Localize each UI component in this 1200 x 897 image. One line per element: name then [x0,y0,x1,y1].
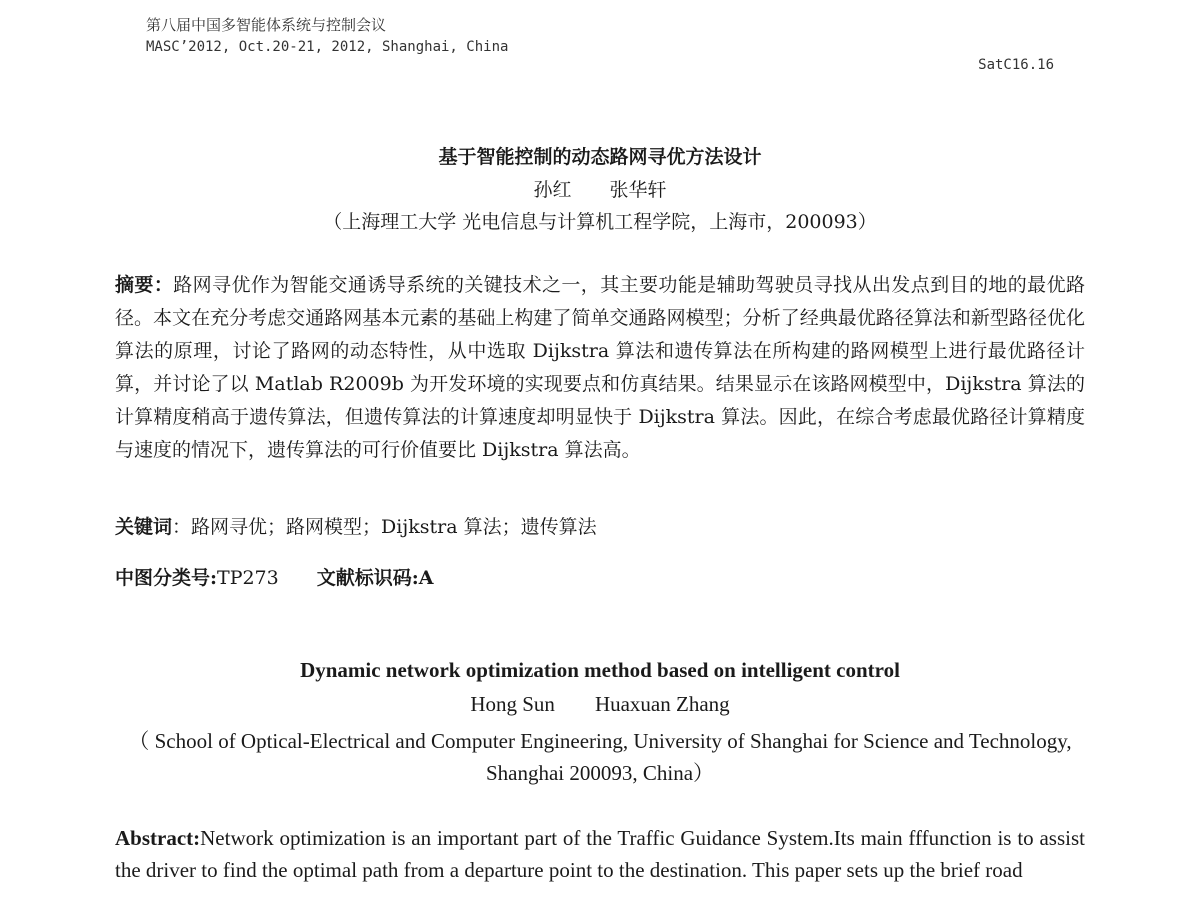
chinese-keywords [115,511,1085,544]
class-value: TP273 [217,567,279,589]
paper-id: SatC16.16 [978,57,1054,73]
abstract-label-en: Abstract: [115,826,201,850]
english-affiliation: （ School of Optical-Electrical and Computer Engineering, University of Shanghai for Science and Technology, Shanghai 200093, China） [128,729,1072,785]
chinese-affiliation: （上海理工大学 光电信息与计算机工程学院，上海市，200093） [323,211,877,233]
keywords-text-cn: ：路网寻优；路网模型；Dijkstra 算法；遗传算法 [172,516,597,538]
keywords-label-cn: 关键词 [115,516,173,538]
doc-code-label: 文献标识码 [316,567,412,589]
chinese-abstract [115,269,1085,467]
abstract-text-cn: 路网寻优作为智能交通诱导系统的关键技术之一，其主要功能是辅助驾驶员寻找从出发点到目的地的最优路径。本文在充分考虑交通路网基本元素的基础上构建了简单交通路网模型；分析了经典最优路径算法和新型路径优化算法的原理，讨论了路网的动态特性，从中选取 Dijkstra 算法和遗传算法在所构建的路网模型上进行最优路径计算，并讨论了以 Matlab R2009b 为开发环境的实现要点和仿真结果。结果显示在该路网模型中，Dijkstra 算法的计算精度稍高于遗传算法，但遗传算法的计算速度却明显快于 Dijkstra 算法。因此，在综合考虑最优路径计算精度与速度的情况下，遗传算法的可行价值要比 Dijkstra 算法高。 [115,274,1085,461]
author-cn-1: 孙红 [533,179,572,201]
abstract-label-cn: 摘要： [115,274,174,296]
doc-code-value: :A [411,567,434,589]
author-cn-2: 张华轩 [609,179,667,201]
class-label: 中图分类号: [115,567,218,589]
chinese-classification [115,562,1085,595]
chinese-title: 基于智能控制的动态路网寻优方法设计 [438,146,762,168]
english-authors [0,692,1200,717]
conference-name-en: MASC’2012, Oct.20-21, 2012, Shanghai, China [146,39,509,55]
english-abstract [115,822,1085,886]
chinese-authors [0,175,1200,202]
author-en-2: Huaxuan Zhang [594,692,730,716]
conference-name-cn: 第八届中国多智能体系统与控制会议 [146,16,387,34]
author-en-1: Hong Sun [470,692,555,716]
abstract-text-en: Network optimization is an important part of the Traffic Guidance System.Its main fffunction is to assist the driver to find the optimal path from a departure point to the destination. This paper sets up the brief road [115,826,1085,882]
english-title: Dynamic network optimization method based on intelligent control [300,658,900,682]
